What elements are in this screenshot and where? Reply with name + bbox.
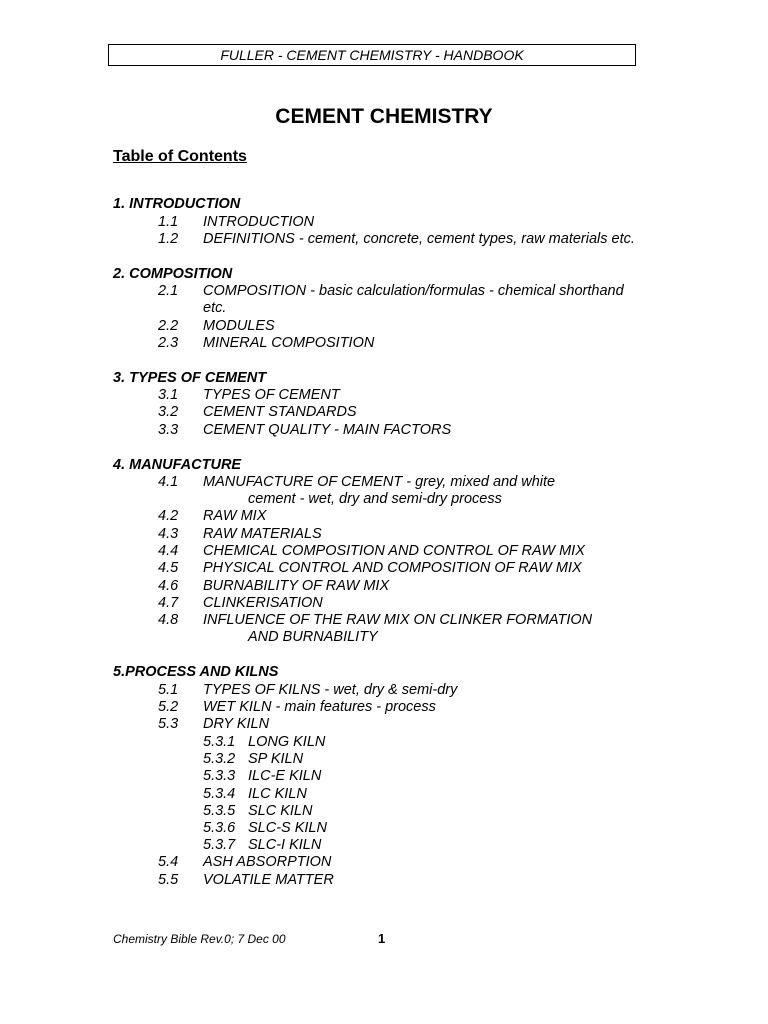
toc-item-continuation: etc. [203, 300, 227, 316]
section-title-manufacture: 4. MANUFACTURE [113, 457, 242, 473]
toc-item-text: CEMENT QUALITY - MAIN FACTORS [203, 422, 452, 438]
running-header: FULLER - CEMENT CHEMISTRY - HANDBOOK [108, 44, 636, 66]
toc-subitem-text: SLC-S KILN [248, 820, 327, 836]
toc-item-text: VOLATILE MATTER [203, 872, 334, 888]
toc-item-number: 5.3 [158, 716, 179, 732]
toc-item-continuation: cement - wet, dry and semi-dry process [248, 491, 502, 507]
toc-item-text: INTRODUCTION [203, 214, 315, 230]
toc-item-number: 2.2 [158, 318, 179, 334]
toc-item-number: 4.6 [158, 578, 179, 594]
toc-item-number: 3.3 [158, 422, 179, 438]
toc-item-text: MINERAL COMPOSITION [203, 335, 375, 351]
toc-subitem-number: 5.3.6 [203, 820, 236, 836]
toc-subitem-number: 5.3.7 [203, 837, 236, 853]
toc-item-text: DRY KILN [203, 716, 270, 732]
toc-item-number: 2.1 [158, 283, 179, 299]
toc-subitem-text: ILC-E KILN [248, 768, 322, 784]
section-title-process-and-kilns: 5.PROCESS AND KILNS [113, 664, 279, 680]
toc-item-number: 4.1 [158, 474, 179, 490]
footer-revision: Chemistry Bible Rev.0; 7 Dec 00 [113, 932, 286, 946]
toc-item-text: TYPES OF CEMENT [203, 387, 340, 403]
toc-item-number: 5.5 [158, 872, 179, 888]
toc-heading: Table of Contents [113, 148, 247, 165]
toc-subitem-number: 5.3.1 [203, 734, 236, 750]
page-number: 1 [378, 931, 386, 946]
toc-item-text: TYPES OF KILNS - wet, dry & semi-dry [203, 682, 458, 698]
toc-item-number: 4.3 [158, 526, 179, 542]
toc-item-number: 2.3 [158, 335, 179, 351]
toc-item-text: RAW MATERIALS [203, 526, 322, 542]
toc-item-number: 5.2 [158, 699, 179, 715]
toc-subitem-number: 5.3.2 [203, 751, 236, 767]
toc-item-text: ASH ABSORPTION [203, 854, 332, 870]
toc-item-text: MODULES [203, 318, 275, 334]
toc-item-number: 1.2 [158, 231, 179, 247]
toc-item-number: 5.4 [158, 854, 179, 870]
toc-subitem-text: SP KILN [248, 751, 304, 767]
toc-item-number: 4.8 [158, 612, 179, 628]
toc-item-number: 3.1 [158, 387, 179, 403]
toc-subitem-number: 5.3.3 [203, 768, 236, 784]
toc-subitem-number: 5.3.5 [203, 803, 236, 819]
toc-item-text: CLINKERISATION [203, 595, 323, 611]
toc-subitem-text: LONG KILN [248, 734, 326, 750]
toc-item-text: CHEMICAL COMPOSITION AND CONTROL OF RAW MIX [203, 543, 585, 559]
section-title-types-of-cement: 3. TYPES OF CEMENT [113, 370, 267, 386]
toc-subitem-text: ILC KILN [248, 786, 307, 802]
toc-item-text: PHYSICAL CONTROL AND COMPOSITION OF RAW MIX [203, 560, 582, 576]
toc-item-text: DEFINITIONS - cement, concrete, cement types, raw materials etc. [203, 231, 635, 247]
toc-item-number: 4.5 [158, 560, 179, 576]
document-title: CEMENT CHEMISTRY [275, 105, 493, 128]
toc-item-text: CEMENT STANDARDS [203, 404, 357, 420]
section-title-introduction: 1. INTRODUCTION [113, 196, 241, 212]
toc-subitem-text: SLC KILN [248, 803, 313, 819]
toc-item-text: RAW MIX [203, 508, 267, 524]
toc-item-number: 4.2 [158, 508, 179, 524]
toc-item-text: BURNABILITY OF RAW MIX [203, 578, 390, 594]
toc-item-text: INFLUENCE OF THE RAW MIX ON CLINKER FORMATION [203, 612, 593, 628]
toc-item-text: WET KILN - main features - process [203, 699, 436, 715]
toc-item-number: 4.7 [158, 595, 179, 611]
toc-item-number: 1.1 [158, 214, 179, 230]
toc-subitem-number: 5.3.4 [203, 786, 236, 802]
toc-item-number: 4.4 [158, 543, 179, 559]
toc-item-number: 3.2 [158, 404, 179, 420]
toc-item-text: COMPOSITION - basic calculation/formulas - chemical shorthand [203, 283, 624, 299]
section-title-composition: 2. COMPOSITION [113, 266, 233, 282]
toc-item-text: MANUFACTURE OF CEMENT - grey, mixed and white [203, 474, 556, 490]
toc-item-continuation: AND BURNABILITY [248, 629, 378, 645]
toc-subitem-text: SLC-I KILN [248, 837, 322, 853]
toc-item-number: 5.1 [158, 682, 179, 698]
